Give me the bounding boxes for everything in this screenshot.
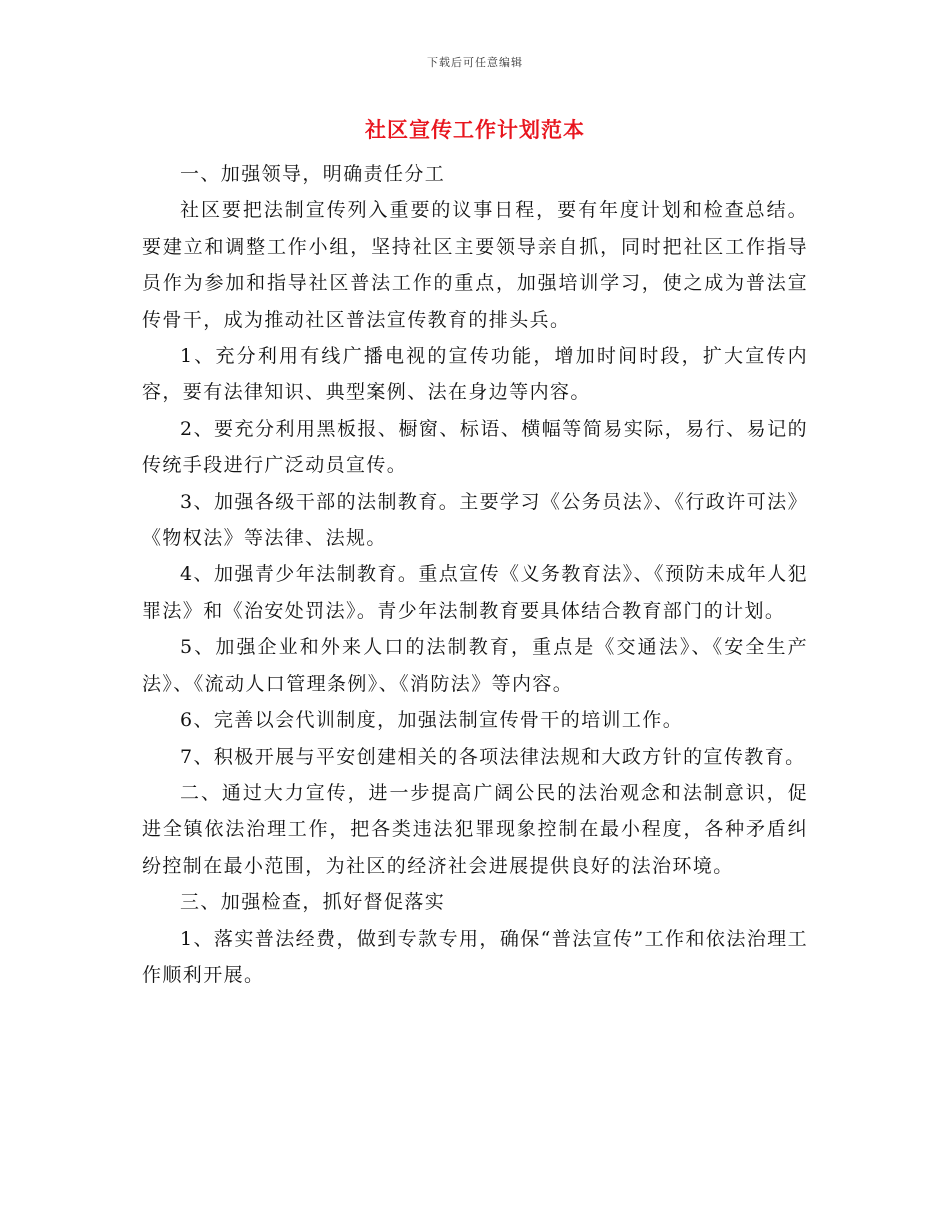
- list-item-7: 7、积极开展与平安创建相关的各项法律法规和大政方针的宣传教育。: [180, 745, 806, 768]
- list-item-8: 1、落实普法经费，做到专款专用，确保“普法宣传”工作和依法治理工作顺利开展。: [142, 927, 808, 986]
- list-item-1: 1、充分利用有线广播电视的宣传功能，增加时间时段，扩大宣传内容，要有法律知识、典型案例、法在身边等内容。: [142, 345, 808, 404]
- document-title: 社区宣传工作计划范本: [365, 117, 585, 142]
- document-body: [142, 156, 808, 993]
- list-item-6: 6、完善以会代训制度，加强法制宣传骨干的培训工作。: [180, 709, 684, 732]
- section-heading-2: 二、通过大力宣传，进一步提高广阔公民的法治观念和法制意识，促进全镇依法治理工作，把各类违法犯罪现象控制在最小程度，各种矛盾纠纷控制在最小范围，为社区的经济社会进展提供良好的法治环境。: [142, 781, 808, 877]
- section-heading-3: 三、加强检查，抓好督促落实: [180, 891, 446, 914]
- list-item-5: 5、加强企业和外来人口的法制教育，重点是《交通法》、《安全生产法》、《流动人口管理条例》、《消防法》等内容。: [142, 636, 808, 695]
- list-item-4: 4、加强青少年法制教育。重点宣传《义务教育法》、《预防未成年人犯罪法》和《治安处罚法》。青少年法制教育要具体结合教育部门的计划。: [142, 563, 808, 622]
- section-heading-1: 一、加强领导，明确责任分工: [180, 163, 446, 185]
- list-item-3: 3、加强各级干部的法制教育。主要学习《公务员法》、《行政许可法》《物权法》等法律、法规。: [142, 490, 808, 550]
- header-note: 下载后可任意编辑: [427, 56, 523, 69]
- paragraph-intro: 社区要把法制宣传列入重要的议事日程，要有年度计划和检查总结。要建立和调整工作小组，坚持社区主要领导亲自抓，同时把社区工作指导员作为参加和指导社区普法工作的重点，加强培训学习，使之成为普法宣传骨干，成为推动社区普法宣传教育的排头兵。: [142, 199, 808, 331]
- list-item-2: 2、要充分利用黑板报、橱窗、标语、横幅等简易实际，易行、易记的传统手段进行广泛动员宣传。: [142, 417, 808, 477]
